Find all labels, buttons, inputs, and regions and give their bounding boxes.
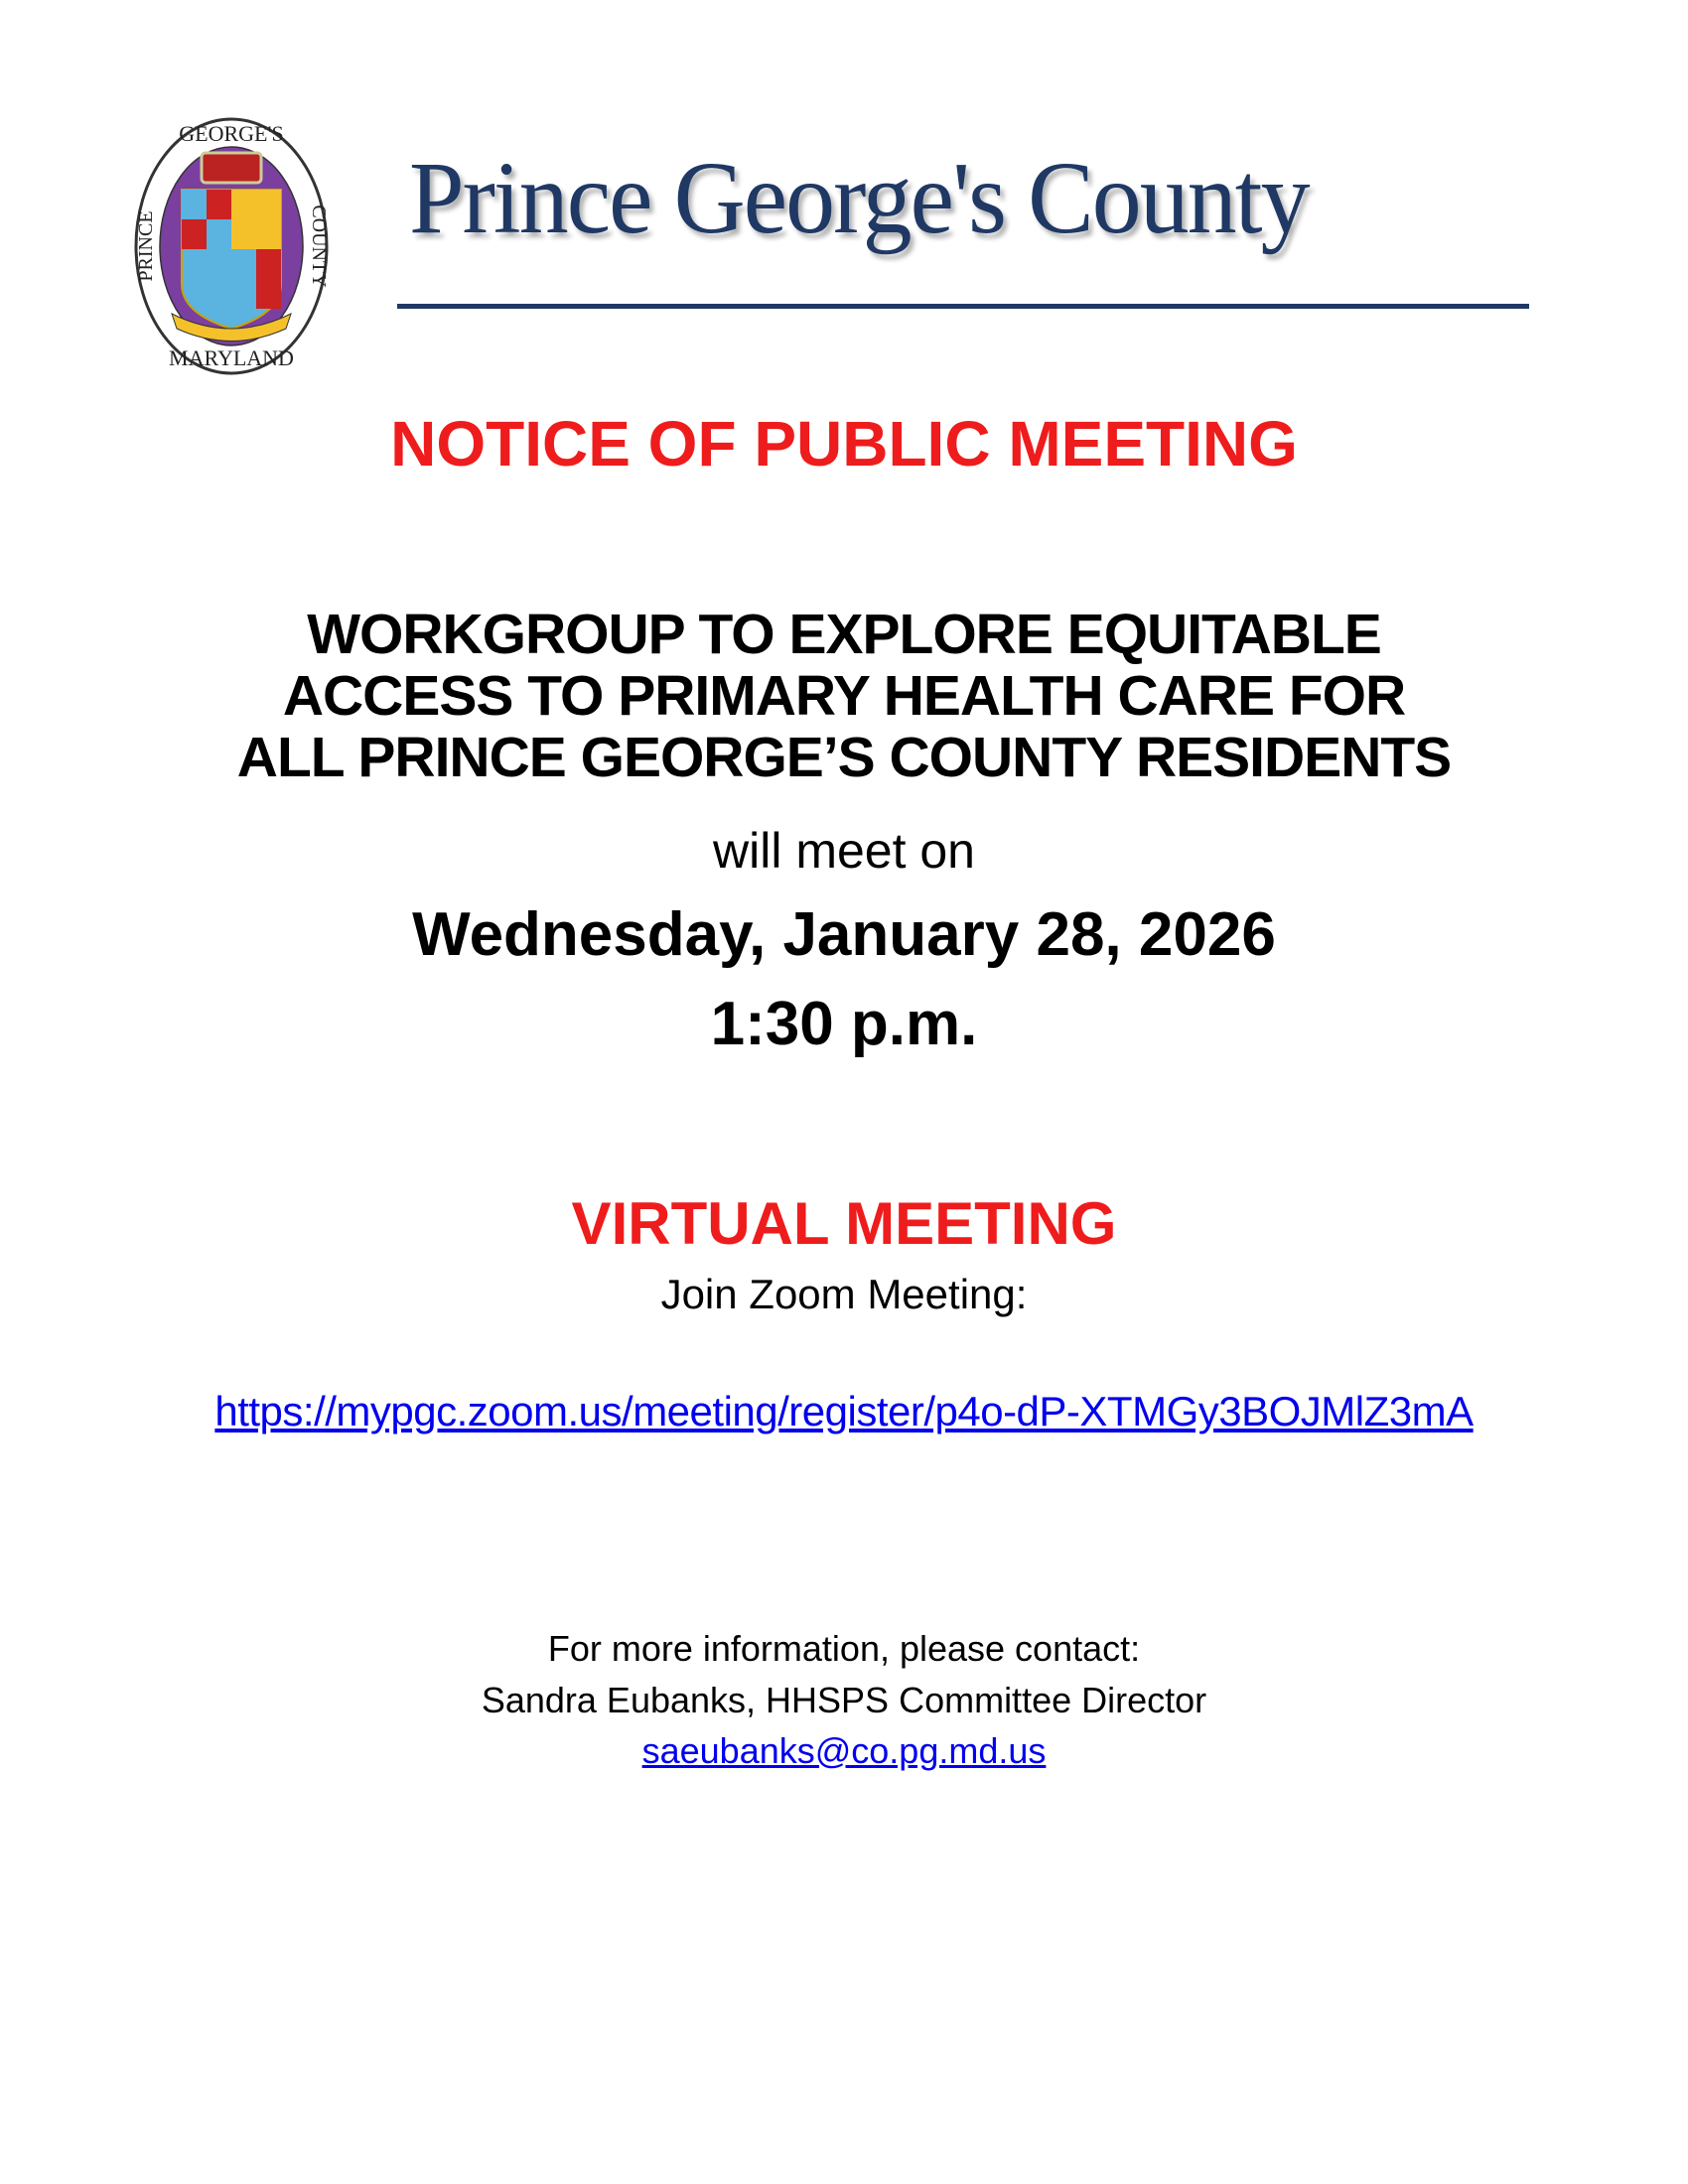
header-divider <box>397 304 1529 309</box>
group-name-line-1: WORKGROUP TO EXPLORE EQUITABLE <box>307 603 1381 666</box>
county-name-wordmark: Prince George's County <box>409 141 1309 255</box>
join-zoom-label: Join Zoom Meeting: <box>660 1271 1028 1317</box>
group-name-line-3: ALL PRINCE GEORGE’S COUNTY RESIDENTS <box>236 726 1452 789</box>
contact-name-title: Sandra Eubanks, HHSPS Committee Director <box>481 1680 1207 1720</box>
svg-text:GEORGE'S: GEORGE'S <box>179 121 284 146</box>
svg-text:MARYLAND: MARYLAND <box>169 345 294 370</box>
svg-text:PRINCE: PRINCE <box>135 210 157 282</box>
contact-intro: For more information, please contact: <box>547 1628 1141 1669</box>
virtual-meeting-heading: VIRTUAL MEETING <box>571 1190 1117 1257</box>
contact-email-link[interactable]: saeubanks@co.pg.md.us <box>641 1730 1047 1771</box>
zoom-registration-link[interactable]: https://mypgc.zoom.us/meeting/register/p4o-dP-XTMGy3BOJMlZ3mA <box>214 1388 1474 1434</box>
county-seal-logo <box>132 115 331 377</box>
group-name-line-2: ACCESS TO PRIMARY HEALTH CARE FOR <box>282 664 1406 728</box>
will-meet-text: will meet on <box>713 823 975 879</box>
svg-text:COUNTY: COUNTY <box>308 205 330 288</box>
meeting-date: Wednesday, January 28, 2026 <box>412 900 1276 969</box>
meeting-time: 1:30 p.m. <box>710 990 978 1058</box>
notice-title: NOTICE OF PUBLIC MEETING <box>390 408 1298 479</box>
